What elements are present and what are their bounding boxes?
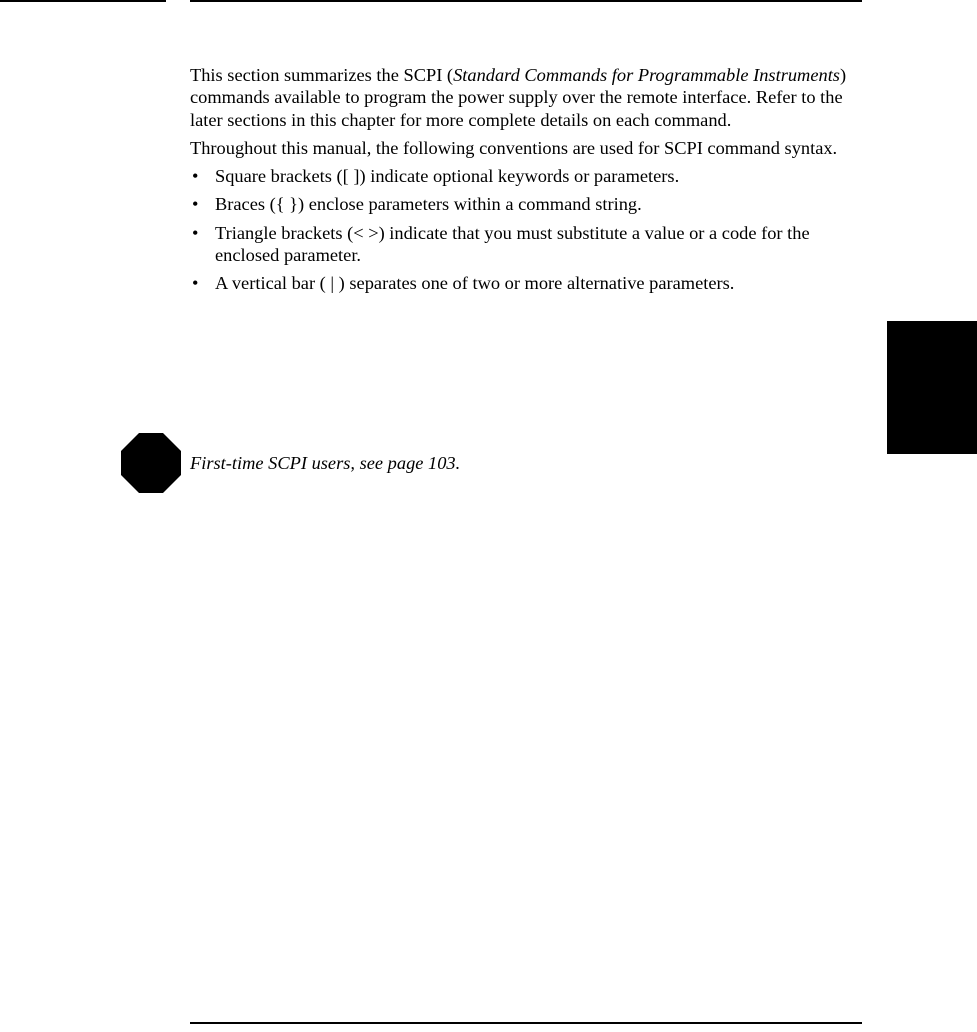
header-rule-right bbox=[190, 0, 862, 2]
bullet-icon: • bbox=[192, 194, 199, 215]
body-content bbox=[190, 64, 870, 301]
conventions-list bbox=[190, 165, 870, 294]
bullet-icon: • bbox=[192, 273, 199, 294]
intro-emphasis: Standard Commands for Programmable Instruments bbox=[453, 65, 840, 85]
intro-text-start: This section summarizes the SCPI ( bbox=[190, 65, 454, 85]
conventions-intro: Throughout this manual, the following conventions are used for SCPI command syntax. bbox=[190, 137, 838, 158]
intro-paragraph bbox=[190, 64, 870, 131]
header-rule-left bbox=[0, 0, 166, 2]
list-item bbox=[190, 193, 870, 215]
list-item bbox=[190, 272, 870, 294]
convention-vertical-bar: A vertical bar ( | ) separates one of two or more alternative parameters. bbox=[215, 273, 735, 294]
bullet-icon: • bbox=[192, 222, 199, 243]
convention-triangle-brackets: Triangle brackets (< >) indicate that you must substitute a value or a code for the enclosed parameter. bbox=[215, 222, 810, 266]
stop-sign-icon bbox=[121, 433, 181, 493]
list-item bbox=[190, 165, 870, 187]
note-text: First-time SCPI users, see page 103. bbox=[190, 453, 461, 473]
intro-text-end: ) commands available to program the power supply over the remote interface. Refer to the later sections in this chapter for more complete details on each command. bbox=[190, 65, 847, 130]
convention-square-brackets: Square brackets ([ ]) indicate optional keywords or parameters. bbox=[215, 166, 680, 187]
bullet-icon: • bbox=[192, 166, 199, 187]
footer-rule bbox=[190, 1022, 862, 1024]
convention-braces: Braces ({ }) enclose parameters within a command string. bbox=[215, 194, 642, 215]
list-item bbox=[190, 222, 870, 267]
chapter-thumb-tab bbox=[887, 321, 977, 454]
